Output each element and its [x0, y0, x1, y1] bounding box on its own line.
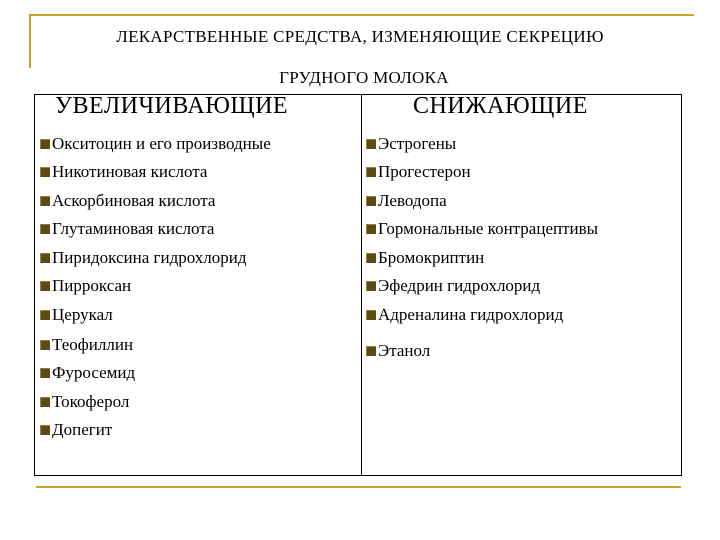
square-bullet-icon [366, 310, 376, 320]
square-bullet-icon [366, 346, 376, 356]
square-bullet-icon [366, 167, 376, 177]
list-item: Церукал [40, 305, 113, 325]
square-bullet-icon [40, 167, 50, 177]
square-bullet-icon [40, 196, 50, 206]
decreasing-header: СНИЖАЮЩИЕ [413, 93, 588, 119]
square-bullet-icon [40, 224, 50, 234]
square-bullet-icon [40, 397, 50, 407]
square-bullet-icon [40, 253, 50, 263]
list-item: Аскорбиновая кислота [40, 191, 215, 211]
square-bullet-icon [366, 253, 376, 263]
bottom-horizontal-rule [36, 486, 681, 488]
square-bullet-icon [40, 139, 50, 149]
square-bullet-icon [366, 139, 376, 149]
square-bullet-icon [40, 281, 50, 291]
column-divider [361, 94, 362, 476]
square-bullet-icon [40, 425, 50, 435]
square-bullet-icon [366, 224, 376, 234]
top-horizontal-rule [29, 14, 694, 16]
list-item: Прогестерон [366, 162, 471, 182]
list-item: Фуросемид [40, 363, 135, 383]
list-item: Токоферол [40, 392, 129, 412]
list-item: Леводопа [366, 191, 447, 211]
list-item: Пирроксан [40, 276, 131, 296]
list-item: Допегит [40, 420, 112, 440]
list-item: Пиридоксина гидрохлорид [40, 248, 247, 268]
list-item: Теофиллин [40, 335, 133, 355]
square-bullet-icon [40, 340, 50, 350]
list-item: Адреналина гидрохлорид [366, 305, 563, 325]
list-item: Этанол [366, 341, 430, 361]
title-line-1: ЛЕКАРСТВЕННЫЕ СРЕДСТВА, ИЗМЕНЯЮЩИЕ СЕКРЕЦИЮ [116, 27, 604, 46]
title-line-2: ГРУДНОГО МОЛОКА [279, 68, 449, 87]
square-bullet-icon [40, 368, 50, 378]
list-item: Окситоцин и его производные [40, 134, 271, 154]
list-item: Глутаминовая кислота [40, 219, 214, 239]
square-bullet-icon [366, 281, 376, 291]
square-bullet-icon [40, 310, 50, 320]
list-item: Эстрогены [366, 134, 456, 154]
list-item: Бромокриптин [366, 248, 484, 268]
list-item: Никотиновая кислота [40, 162, 207, 182]
square-bullet-icon [366, 196, 376, 206]
list-item: Гормональные контрацептивы [366, 219, 598, 239]
list-item: Эфедрин гидрохлорид [366, 276, 540, 296]
increasing-header: УВЕЛИЧИВАЮЩИЕ [55, 93, 289, 119]
